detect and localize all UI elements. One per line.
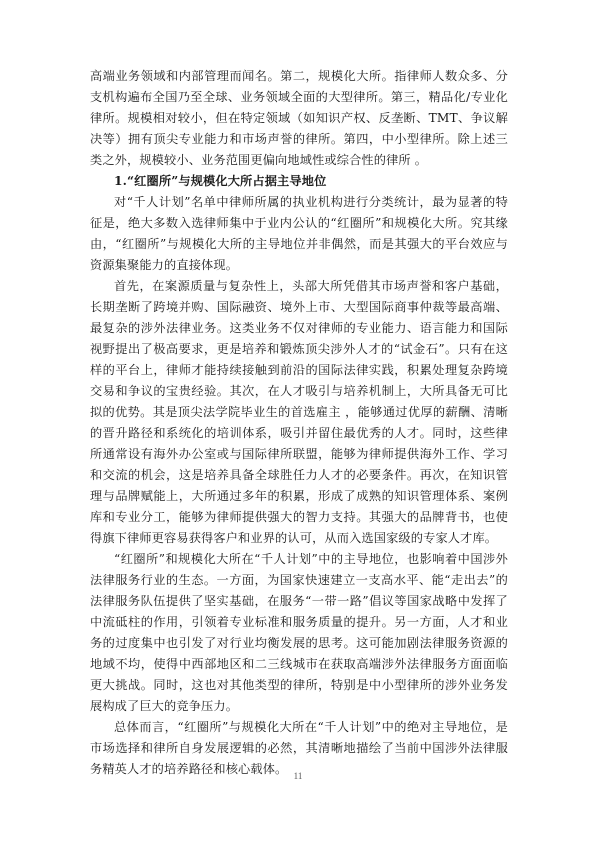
body-text [90, 66, 508, 780]
section-heading: 1.“红圈所”与规模化大所占据主导地位 [114, 174, 327, 188]
paragraph-1: 对“千人计划”名单中律师所属的执业机构进行分类统计，最为显著的特征是，绝大多数入选律师集中于业内公认的“红圈所”和规模化大所。究其缘由，“红圈所”与规模化大所的主导地位并非偶然，而是其强大的平台效应与资源集聚能力的直接体现。 [90, 195, 508, 272]
paragraph-3: “红圈所”和规模化大所在“千人计划”中的主导地位，也影响着中国涉外法律服务行业的生态。一方面，为国家快速建立一支高水平、能“走出去”的法律服务队伍提供了坚实基础，在服务“一带一路”倡议等国家战略中发挥了中流砥柱的作用，引领着专业标准和服务质量的提升。另一方面，人才和业务的过度集中也引发了对行业均衡发展的思考。这可能加剧法律服务资源的地域不均，使得中西部地区和二三线城市在获取高端涉外法律服务方面面临更大挑战。同时，这也对其他类型的律所，特别是中小型律所的涉外业务发展构成了巨大的竞争压力。 [90, 552, 508, 713]
paragraph-continued: 高端业务领域和内部管理而闻名。第二，规模化大所。指律师人数众多、分支机构遍布全国乃至全球、业务领域全面的大型律所。第三，精品化/专业化律所。规模相对较小，但在特定领域（如知识产权、反垄断、TMT、争议解决等）拥有顶尖专业能力和市场声誉的律所。第四，中小型律所。除上述三类之外，规模较小、业务范围更偏向地域性或综合性的律所 。 [90, 69, 508, 167]
paragraph-2: 首先，在案源质量与复杂性上，头部大所凭借其市场声誉和客户基础，长期垄断了跨境并购、国际融资、境外上市、大型国际商事仲裁等最高端、最复杂的涉外法律业务。这类业务不仅对律师的专业能力、语言能力和国际视野提出了极高要求，更是培养和锻炼顶尖涉外人才的“试金石”。只有在这样的平台上，律师才能持续接触到前沿的国际法律实践，积累处理复杂跨境交易和争议的宝贵经验。其次，在人才吸引与培养机制上，大所具备无可比拟的优势。其是顶尖法学院毕业生的首选雇主 ，能够通过优厚的薪酬、清晰的晋升路径和系统化的培训体系，吸引并留住最优秀的人才。同时，这些律所通常设有海外办公室或与国际律所联盟，能够为律师提供海外工作、学习和交流的机会，这是培养具备全球胜任力人才的必要条件。再次，在知识管理与品牌赋能上，大所通过多年的积累，形成了成熟的知识管理体系、案例库和专业分工，能够为律师提供强大的智力支持。其强大的品牌背书，也使得旗下律师更容易获得客户和业界的认可，从而入选国家级的专家人才库。 [90, 279, 508, 545]
paragraph-4: 总体而言，“红圈所”与规模化大所在“千人计划”中的绝对主导地位，是市场选择和律所自身发展逻辑的必然，其清晰地描绘了当前中国涉外法律服务精英人才的培养路径和核心载体。 [90, 720, 508, 776]
page-number: 11 [293, 771, 303, 781]
